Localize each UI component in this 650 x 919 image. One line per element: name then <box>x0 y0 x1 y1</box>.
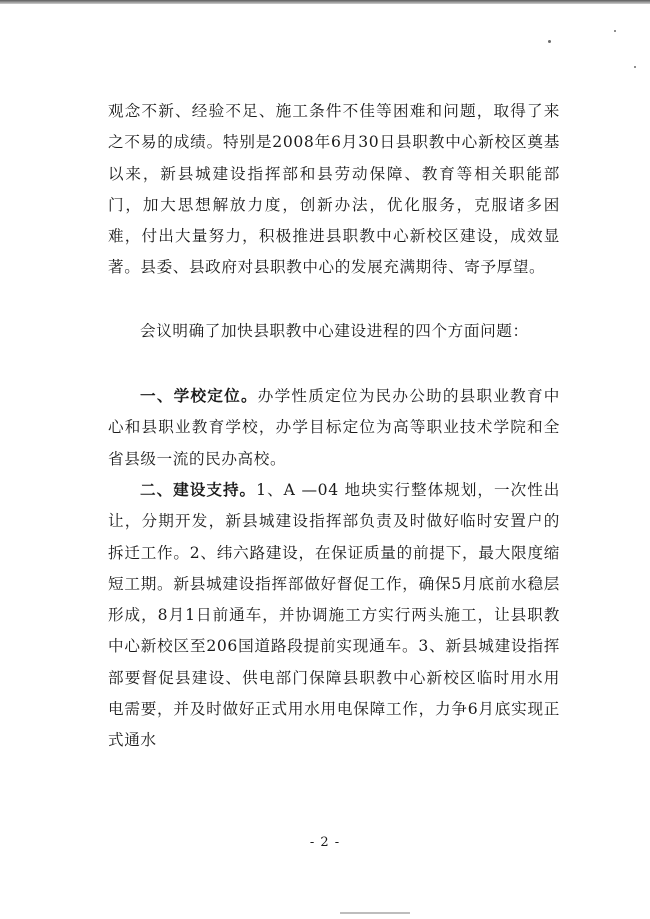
scan-speck <box>634 66 636 68</box>
paragraph-text: 会议明确了加快县职教中心建设进程的四个方面问题： <box>140 322 529 340</box>
scan-speck <box>614 30 616 32</box>
paragraph-text: 观念不新、经验不足、施工条件不佳等困难和问题，取得了来之不易的成绩。特别是2008年6月30日县职教中心新校区奠基以来，新县城建设指挥部和县劳动保障、教育等相关职能部门，加大思想解放力度，创新办法，优化服务，克服诸多困难，付出大量努力，积极推进县职教中心新校区建设，成效显著。县委、县政府对县职教中心的发展充满期待、寄予厚望。 <box>108 102 560 277</box>
section-construction-support <box>108 474 560 757</box>
paragraph-meeting-intro <box>108 316 560 347</box>
section-heading: 二、建设支持。 <box>140 480 257 499</box>
scan-speck <box>548 40 551 43</box>
scan-edge-bottom <box>340 912 410 914</box>
scan-edge-top <box>0 0 650 4</box>
paragraph-continuation <box>108 96 560 284</box>
section-school-positioning <box>108 380 560 475</box>
section-heading: 一、学校定位。 <box>140 386 258 405</box>
paragraph-text: 1、A —04 地块实行整体规划，一次性出让，分期开发，新县城建设指挥部负责及时做好临时安置户的拆迁工作。2、纬六路建设，在保证质量的前提下，最大限度缩短工期。新县城建设指挥部做好督促工作，确保5月底前水稳层形成，8月1日前通车，并协调施工方实行两头施工，让县职教中心新校区至206国道路段提前实现通车。3、新县城建设指挥部要督促县建设、供电部门保障县职教中心新校区临时用水用电需要，并及时做好正式用水用电保障工作，力争6月底实现正式通水 <box>108 481 560 750</box>
paragraph-text: 办学性质定位为民办公助的县职业教育中心和县职业教育学校，办学目标定位为高等职业技术学院和全省县级一流的民办高校。 <box>108 387 560 468</box>
page-number: - 2 - <box>309 835 341 850</box>
